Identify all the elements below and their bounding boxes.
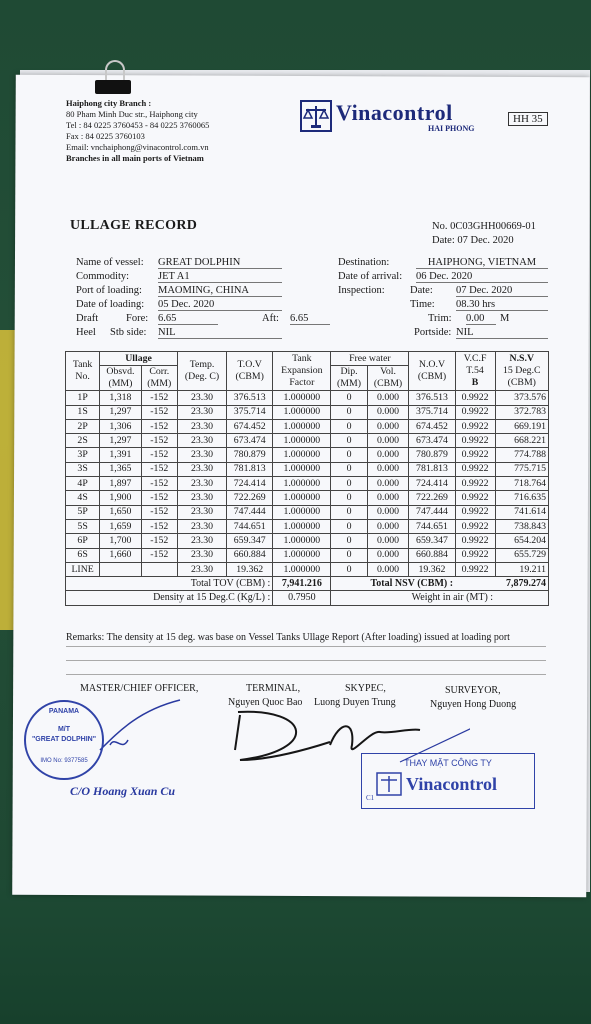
cell-vol: 0.000 (367, 519, 409, 533)
cell-vol: 0.000 (367, 405, 409, 419)
draft-aft: 6.65 (290, 313, 330, 325)
cell-vcf: 0.9922 (455, 434, 495, 448)
cell-tank: 2S (66, 434, 100, 448)
total-tov: 7,941.216 (273, 577, 331, 591)
portside: NIL (456, 327, 548, 339)
arrival-label: Date of arrival: (338, 271, 403, 282)
cell-tov: 660.884 (227, 548, 273, 562)
cell-tov: 673.474 (227, 434, 273, 448)
cell-tank: LINE (66, 562, 100, 576)
aft-label: Aft: (262, 313, 279, 324)
cell-dip: 0 (331, 534, 367, 548)
remarks-line (66, 674, 546, 675)
cell-obs: 1,650 (100, 505, 141, 519)
cell-corr: -152 (141, 548, 177, 562)
draft-fore: 6.65 (158, 313, 218, 325)
trim-unit: M (500, 313, 510, 324)
document-number-block (432, 220, 536, 248)
stamp-box-code: C1 (366, 794, 375, 802)
commodity-label: Commodity: (76, 271, 130, 282)
cell-temp: 23.30 (177, 548, 226, 562)
cell-tov: 780.879 (227, 448, 273, 462)
cell-dip: 0 (331, 505, 367, 519)
cell-temp: 23.30 (177, 534, 226, 548)
port-label: Port of loading: (76, 285, 142, 296)
weight-value (495, 591, 548, 605)
cell-tank: 5P (66, 505, 100, 519)
col-dip: Dip. (MM) (331, 366, 367, 391)
cell-exp: 1.000000 (273, 448, 331, 462)
col-vcf: V.C.F T.54 B (455, 352, 495, 391)
terminal-label: TERMINAL, (246, 683, 301, 694)
destination: HAIPHONG, VIETNAM (416, 257, 548, 269)
cell-vol: 0.000 (367, 419, 409, 433)
cell-exp: 1.000000 (273, 534, 331, 548)
cell-corr: -152 (141, 419, 177, 433)
table-row (66, 462, 549, 476)
cell-vcf: 0.9922 (455, 462, 495, 476)
cell-nsv: 738.843 (495, 519, 548, 533)
cell-nov: 747.444 (409, 505, 455, 519)
cell-exp: 1.000000 (273, 434, 331, 448)
cell-corr: -152 (141, 462, 177, 476)
cell-nsv: 373.576 (495, 391, 548, 405)
arrival-date: 06 Dec. 2020 (416, 271, 548, 283)
table-row (66, 505, 549, 519)
surveyor-name: Nguyen Hong Duong (430, 699, 517, 710)
cell-tank: 4P (66, 477, 100, 491)
logo-city: HAI PHONG (428, 124, 475, 133)
density: 0.7950 (273, 591, 331, 605)
cell-tank: 6P (66, 534, 100, 548)
cell-nov: 660.884 (409, 548, 455, 562)
inspection-date-label: Date: (410, 285, 433, 296)
vessel-name: GREAT DOLPHIN (158, 257, 282, 269)
cell-vcf: 0.9922 (455, 534, 495, 548)
cell-dip: 0 (331, 477, 367, 491)
cell-exp: 1.000000 (273, 519, 331, 533)
cell-nsv: 668.221 (495, 434, 548, 448)
terminal-name: Nguyen Quoc Bao (228, 697, 303, 708)
cell-vol: 0.000 (367, 534, 409, 548)
trim-label: Trim: (428, 313, 452, 324)
cell-nov: 659.347 (409, 534, 455, 548)
cell-nsv: 775.715 (495, 462, 548, 476)
table-row (66, 419, 549, 433)
cell-vcf: 0.9922 (455, 477, 495, 491)
cell-tank: 6S (66, 548, 100, 562)
col-tov: T.O.V (CBM) (227, 352, 273, 391)
document-number: No. 0C03GHH00669-01 (432, 221, 536, 232)
logo-name: Vinacontrol (336, 100, 453, 125)
table-row (66, 477, 549, 491)
cell-nov: 673.474 (409, 434, 455, 448)
cell-nov: 722.269 (409, 491, 455, 505)
cell-corr: -152 (141, 519, 177, 533)
table-row (66, 391, 549, 405)
scales-icon (300, 100, 332, 132)
vessel-name-label: Name of vessel: (76, 257, 144, 268)
weight-label: Weight in air (MT) : (331, 591, 495, 605)
col-obsvd: Obsvd. (MM) (100, 366, 141, 391)
cell-vol: 0.000 (367, 462, 409, 476)
cell-corr: -152 (141, 477, 177, 491)
cell-exp: 1.000000 (273, 562, 331, 576)
ship-stamp (24, 700, 104, 780)
table-row (66, 519, 549, 533)
cell-dip: 0 (331, 548, 367, 562)
draft-label: Draft (76, 313, 99, 324)
cell-nov: 674.452 (409, 419, 455, 433)
cell-nsv: 372.783 (495, 405, 548, 419)
stamp-country: PANAMA (48, 708, 80, 715)
cell-exp: 1.000000 (273, 477, 331, 491)
cell-obs: 1,660 (100, 548, 141, 562)
cell-corr: -152 (141, 448, 177, 462)
inspection-time: 08.30 hrs (456, 299, 548, 311)
skypec-name: Luong Duyen Trung (314, 697, 396, 708)
col-freewater: Free water (331, 352, 409, 366)
cell-tov: 674.452 (227, 419, 273, 433)
skypec-label: SKYPEC, (345, 683, 386, 694)
stamp-imo: IMO No: 9377585 (40, 758, 88, 764)
cell-nsv: 654.204 (495, 534, 548, 548)
form-code: HH 35 (508, 112, 548, 126)
col-temp: Temp. (Deg. C) (177, 352, 226, 391)
cell-temp: 23.30 (177, 391, 226, 405)
cell-tank: 1S (66, 405, 100, 419)
cell-vol: 0.000 (367, 448, 409, 462)
cell-dip: 0 (331, 562, 367, 576)
document-title: ULLAGE RECORD (70, 218, 198, 233)
cell-dip: 0 (331, 519, 367, 533)
cell-tank: 2P (66, 419, 100, 433)
cell-exp: 1.000000 (273, 391, 331, 405)
table-row (66, 534, 549, 548)
col-vol: Vol. (CBM) (367, 366, 409, 391)
port-of-loading: MAOMING, CHINA (158, 285, 282, 297)
document-date: Date: 07 Dec. 2020 (432, 235, 514, 246)
col-ullage: Ullage (100, 352, 178, 366)
cell-exp: 1.000000 (273, 462, 331, 476)
cell-obs: 1,297 (100, 434, 141, 448)
cell-nov: 376.513 (409, 391, 455, 405)
cell-corr: -152 (141, 391, 177, 405)
cell-nsv: 718.764 (495, 477, 548, 491)
scales-icon (376, 772, 402, 796)
cell-dip: 0 (331, 405, 367, 419)
vinacontrol-logo (300, 100, 500, 136)
cell-tov: 724.414 (227, 477, 273, 491)
cell-corr: -152 (141, 434, 177, 448)
portside-label: Portside: (414, 327, 452, 338)
cell-corr: -152 (141, 405, 177, 419)
cell-corr: -152 (141, 505, 177, 519)
cell-vol: 0.000 (367, 477, 409, 491)
time-label: Time: (410, 299, 435, 310)
branch-fax: Fax : 84 0225 3760103 (66, 131, 145, 141)
table-row (66, 434, 549, 448)
col-nov: N.O.V (CBM) (409, 352, 455, 391)
cell-temp: 23.30 (177, 505, 226, 519)
stb-side: NIL (158, 327, 282, 339)
chief-officer-name: C/O Hoang Xuan Cu (70, 784, 176, 798)
cell-exp: 1.000000 (273, 548, 331, 562)
cell-nov: 724.414 (409, 477, 455, 491)
cell-vol: 0.000 (367, 491, 409, 505)
branch-network: Branches in all main ports of Vietnam (66, 153, 204, 163)
cell-nov: 781.813 (409, 462, 455, 476)
cell-temp: 23.30 (177, 448, 226, 462)
cell-temp: 23.30 (177, 491, 226, 505)
cell-tov: 19.362 (227, 562, 273, 576)
cell-vcf: 0.9922 (455, 448, 495, 462)
vinacontrol-stamp (361, 753, 535, 809)
cell-dip: 0 (331, 448, 367, 462)
destination-label: Destination: (338, 257, 390, 268)
stamp-mt: M/T (57, 726, 71, 733)
inspection-label: Inspection: (338, 285, 385, 296)
cell-temp: 23.30 (177, 519, 226, 533)
commodity: JET A1 (158, 271, 282, 283)
ullage-table (65, 351, 549, 606)
cell-tov: 659.347 (227, 534, 273, 548)
table-row (66, 491, 549, 505)
cell-obs: 1,700 (100, 534, 141, 548)
cell-exp: 1.000000 (273, 405, 331, 419)
branch-street: 80 Pham Minh Duc str., Haiphong city (66, 109, 198, 119)
cell-nsv: 716.635 (495, 491, 548, 505)
cell-vol: 0.000 (367, 562, 409, 576)
cell-obs: 1,318 (100, 391, 141, 405)
cell-vcf: 0.9922 (455, 491, 495, 505)
inspection-date: 07 Dec. 2020 (456, 285, 548, 297)
cell-tov: 722.269 (227, 491, 273, 505)
cell-nov: 780.879 (409, 448, 455, 462)
cell-vcf: 0.9922 (455, 548, 495, 562)
cell-temp: 23.30 (177, 419, 226, 433)
table-row (66, 448, 549, 462)
table-row (66, 562, 549, 576)
table-row (66, 548, 549, 562)
col-tank: Tank No. (66, 352, 100, 391)
cell-vol: 0.000 (367, 505, 409, 519)
col-expansion: Tank Expansion Factor (273, 352, 331, 391)
cell-corr: -152 (141, 534, 177, 548)
cell-exp: 1.000000 (273, 491, 331, 505)
cell-nsv: 655.729 (495, 548, 548, 562)
cell-tov: 376.513 (227, 391, 273, 405)
cell-vol: 0.000 (367, 548, 409, 562)
total-nsv-label: Total NSV (CBM) : (331, 577, 455, 591)
cell-obs: 1,897 (100, 477, 141, 491)
cell-tov: 747.444 (227, 505, 273, 519)
cell-vcf: 0.9922 (455, 419, 495, 433)
cell-vcf: 0.9922 (455, 562, 495, 576)
cell-tov: 781.813 (227, 462, 273, 476)
cell-obs: 1,306 (100, 419, 141, 433)
cell-vcf: 0.9922 (455, 391, 495, 405)
cell-obs: 1,297 (100, 405, 141, 419)
cell-nsv: 19.211 (495, 562, 548, 576)
trim-value: 0.00 (466, 313, 496, 325)
cell-corr (141, 562, 177, 576)
cell-vcf: 0.9922 (455, 519, 495, 533)
cell-tank: 4S (66, 491, 100, 505)
stamp-vessel: "GREAT DOLPHIN" (31, 736, 97, 743)
stb-label: Stb side: (110, 327, 147, 338)
cell-vol: 0.000 (367, 434, 409, 448)
cell-nsv: 741.614 (495, 505, 548, 519)
cell-obs: 1,659 (100, 519, 141, 533)
total-nsv: 7,879.274 (455, 577, 548, 591)
cell-temp: 23.30 (177, 434, 226, 448)
cell-temp: 23.30 (177, 405, 226, 419)
remarks: Remarks: The density at 15 deg. was base on Vessel Tanks Ullage Report (After loading) issued at loading port (66, 632, 510, 643)
col-corr: Corr. (MM) (141, 366, 177, 391)
cell-temp: 23.30 (177, 562, 226, 576)
heel-label: Heel (76, 327, 96, 338)
branch-name: Haiphong city Branch : (66, 98, 152, 108)
cell-exp: 1.000000 (273, 419, 331, 433)
cell-vcf: 0.9922 (455, 505, 495, 519)
branch-address (66, 98, 209, 164)
fore-label: Fore: (126, 313, 149, 324)
density-label: Density at 15 Deg.C (Kg/L) : (66, 591, 273, 605)
cell-dip: 0 (331, 491, 367, 505)
branch-tel: Tel : 84 0225 3760453 - 84 0225 3760065 (66, 120, 210, 130)
master-label: MASTER/CHIEF OFFICER, (80, 683, 199, 694)
stamp-box-title: THAY MẶT CÔNG TY (404, 758, 492, 768)
total-tov-label: Total TOV (CBM) : (66, 577, 273, 591)
cell-temp: 23.30 (177, 462, 226, 476)
cell-nsv: 669.191 (495, 419, 548, 433)
cell-exp: 1.000000 (273, 505, 331, 519)
cell-tank: 3P (66, 448, 100, 462)
background-floor (0, 880, 591, 1024)
stamp-box-name: Vinacontrol (406, 774, 498, 794)
cell-tank: 3S (66, 462, 100, 476)
table-row (66, 405, 549, 419)
cell-nov: 375.714 (409, 405, 455, 419)
cell-vcf: 0.9922 (455, 405, 495, 419)
cell-dip: 0 (331, 391, 367, 405)
cell-nov: 744.651 (409, 519, 455, 533)
cell-tov: 375.714 (227, 405, 273, 419)
loading-date-label: Date of loading: (76, 299, 145, 310)
surveyor-label: SURVEYOR, (445, 685, 501, 696)
remarks-line (66, 660, 546, 661)
cell-obs: 1,900 (100, 491, 141, 505)
cell-vol: 0.000 (367, 391, 409, 405)
cell-dip: 0 (331, 462, 367, 476)
cell-obs: 1,391 (100, 448, 141, 462)
branch-email: Email: vnchaiphong@vinacontrol.com.vn (66, 142, 209, 152)
cell-tov: 744.651 (227, 519, 273, 533)
col-nsv: N.S.V 15 Deg.C (CBM) (495, 352, 548, 391)
loading-date: 05 Dec. 2020 (158, 299, 282, 311)
remarks-line (66, 646, 546, 647)
cell-dip: 0 (331, 434, 367, 448)
cell-obs (100, 562, 141, 576)
cell-tank: 1P (66, 391, 100, 405)
cell-temp: 23.30 (177, 477, 226, 491)
cell-corr: -152 (141, 491, 177, 505)
cell-tank: 5S (66, 519, 100, 533)
cell-nov: 19.362 (409, 562, 455, 576)
cell-obs: 1,365 (100, 462, 141, 476)
cell-dip: 0 (331, 419, 367, 433)
cell-nsv: 774.788 (495, 448, 548, 462)
